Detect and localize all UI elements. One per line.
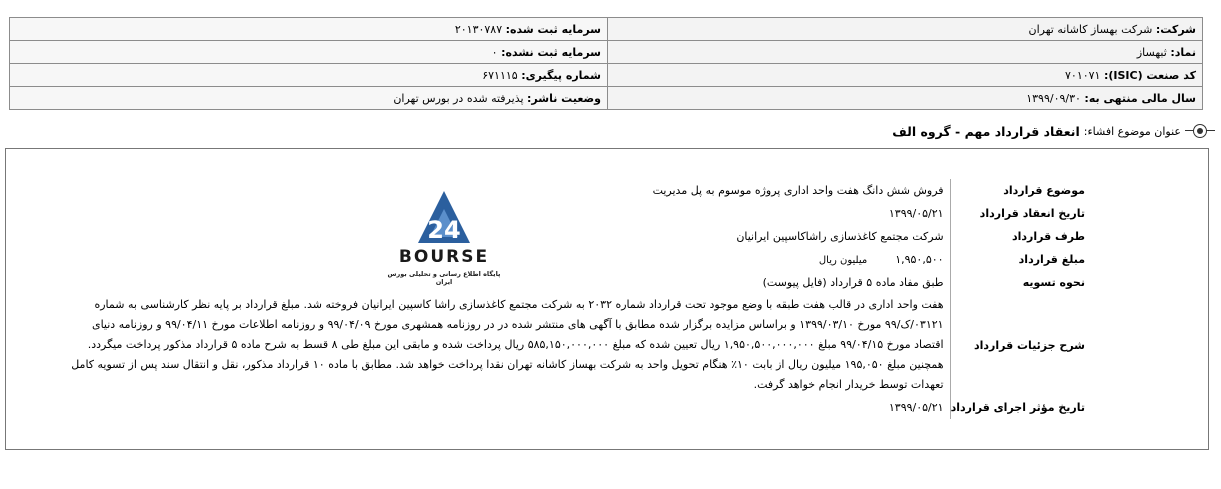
disclosure-subject-label: عنوان موضوع افشاء: [1083, 124, 1181, 138]
detail-row [64, 179, 1093, 202]
tracking-number-cell [10, 64, 608, 87]
unregistered-capital-cell [10, 41, 608, 64]
detail-key: نحوه تسویه [950, 271, 1093, 294]
detail-value: ۱۳۹۹/۰۵/۲۱ [888, 207, 944, 220]
contract-details-panel [5, 148, 1209, 450]
publisher-status-cell [10, 87, 608, 110]
tracking-number-label: شماره پیگیری: [521, 68, 601, 82]
registered-capital-cell [10, 18, 608, 41]
target-icon [1185, 120, 1215, 142]
symbol-cell [608, 41, 1203, 64]
tracking-number-value: ۶۷۱۱۱۵ [482, 68, 518, 82]
amount-unit: میلیون ریال [818, 255, 868, 266]
company-cell [608, 18, 1203, 41]
fiscal-year-label: سال مالی منتهی به: [1084, 91, 1196, 105]
industry-code-label: کد صنعت (ISIC): [1103, 68, 1196, 82]
registered-capital-label: سرمایه ثبت شده: [505, 22, 601, 36]
detail-key: طرف قرارداد [950, 225, 1093, 248]
detail-value: فروش شش دانگ هفت واحد اداری پروژه موسوم به پل مدیریت [652, 184, 944, 197]
detail-value-amount [64, 248, 951, 271]
logo-mark-text: 24 [427, 216, 461, 244]
disclosure-subject-value: انعقاد قرارداد مهم - گروه الف [892, 123, 1080, 139]
company-info-table [9, 17, 1203, 110]
detail-key: شرح جزئیات قرارداد [950, 294, 1093, 396]
industry-code-cell [608, 64, 1203, 87]
detail-row [64, 225, 1093, 248]
detail-key: تاریخ انعقاد قرارداد [950, 202, 1093, 225]
fiscal-year-cell [608, 87, 1203, 110]
detail-key: تاریخ مؤثر اجرای قرارداد [950, 396, 1093, 419]
detail-value: طبق مفاد ماده ۵ قرارداد (فایل پیوست) [762, 276, 944, 289]
company-info-row [10, 87, 1203, 110]
detail-row [64, 294, 1093, 396]
unregistered-capital-value: ۰ [491, 45, 498, 59]
detail-key: موضوع قرارداد [950, 179, 1093, 202]
detail-row [64, 202, 1093, 225]
symbol-value: ثبهساز [1136, 45, 1167, 59]
detail-value: ۱۳۹۹/۰۵/۲۱ [888, 401, 944, 414]
disclosure-subject [892, 119, 1215, 143]
logo-text: BOURSE [398, 247, 490, 267]
company-label: شرکت: [1155, 22, 1196, 36]
publisher-status-value: پذیرفته شده در بورس تهران [393, 91, 524, 105]
contract-amount: ۱,۹۵۰,۵۰۰ [895, 253, 944, 266]
company-info-row [10, 18, 1203, 41]
logo-subtitle: پایگاه اطلاع رسانی و تحلیلی بورس ایران [387, 270, 501, 286]
industry-code-value: ۷۰۱۰۷۱ [1065, 68, 1101, 82]
unregistered-capital-label: سرمایه ثبت نشده: [501, 45, 601, 59]
detail-value: شرکت مجتمع کاغذسازی راشاکاسپین ایرانیان [736, 230, 944, 243]
detail-row [64, 248, 1093, 271]
detail-row [64, 396, 1093, 419]
detail-description: هفت واحد اداری در قالب هفت طبقه با وضع موجود تحت قرارداد شماره ۲۰۳۲ به شرکت مجتمع کاغذسازی راشا کاسپین ایرانیان فروخته شد. مبلغ قرارداد بر پایه نظر کارشناسی به شماره ۰۳۱۲۱/ک/۹۹ مورخ ۱۳۹۹/۰۳/۱۰ و براساس مزایده برگزار شده مطابق با آگهی های منتشر شده در در روزنامه همشهری مورخ ۹۹/۰۴/۰۹ و روزنامه اطلاعات مورخ ۹۹/۰۴/۱۱ و روزنامه دنیای اقتصاد مورخ ۹۹/۰۴/۱۵ مبلغ ۱,۹۵۰,۵۰۰,۰۰۰,۰۰۰ ریال تعیین شده که مبلغ ۵۸۵,۱۵۰,۰۰۰,۰۰۰ ریال پرداخت شده و مابقی این مبلغ طی ۸ قسط به شرح ماده ۵ قرارداد مذکور پرداخت میگردد. همچنین مبلغ ۱۹۵,۰۵۰ میلیون ریال از بابت ۱۰٪ هنگام تحویل واحد به شرکت بهساز کاشانه تهران نقدا پرداخت خواهد شد. مطابق با ماده ۱۰ قرارداد مذکور، نقل و انتقال سند پس از تسویه کامل تعهدات توسط خریدار انجام خواهد گرفت. [71, 298, 944, 391]
symbol-label: نماد: [1170, 45, 1196, 59]
company-info-row [10, 41, 1203, 64]
fiscal-year-value: ۱۳۹۹/۰۹/۳۰ [1026, 91, 1081, 105]
detail-key: مبلغ قرارداد [950, 248, 1093, 271]
registered-capital-value: ۲۰۱۳۰۷۸۷ [454, 22, 503, 36]
contract-details-table [64, 179, 1093, 419]
company-value: شرکت بهساز کاشانه تهران [1028, 22, 1153, 36]
publisher-status-label: وضعیت ناشر: [527, 91, 601, 105]
company-info-row [10, 64, 1203, 87]
detail-row [64, 271, 1093, 294]
